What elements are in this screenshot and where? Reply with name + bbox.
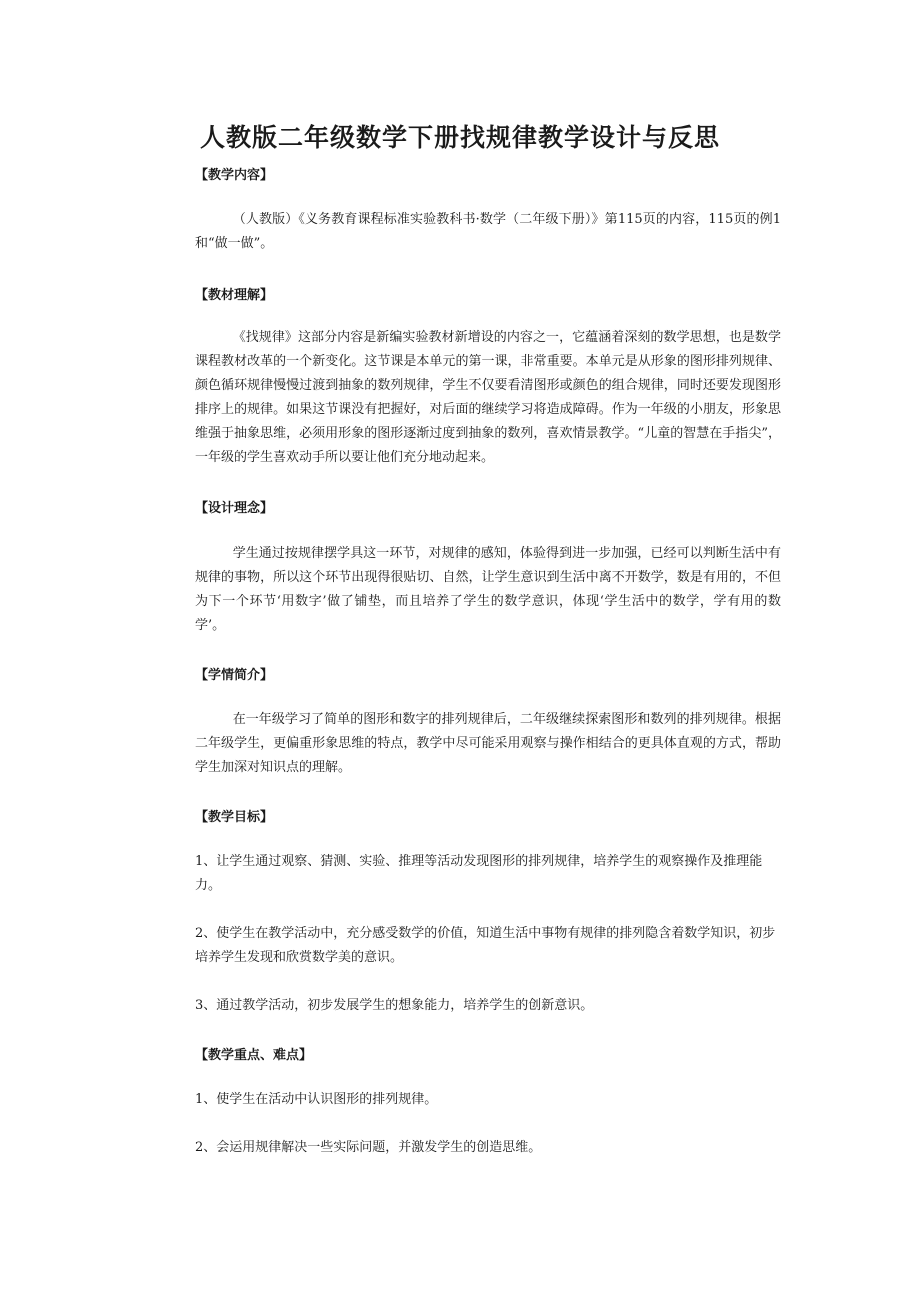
section-heading-understanding: 【教材理解】 xyxy=(195,288,274,303)
section-heading-key-points: 【教学重点、难点】 xyxy=(195,1048,313,1063)
section-paragraph-content: （人教版）《义务教育课程标准实验教科书·数学（二年级下册）》第115页的内容，115页的例1和“做一做”。 xyxy=(195,212,781,251)
section-heading-students: 【学情简介】 xyxy=(195,668,274,683)
section-heading-goals: 【教学目标】 xyxy=(195,810,274,825)
section-paragraph-students: 在一年级学习了简单的图形和数字的排列规律后，二年级继续探索图形和数列的排列规律。根据二年级学生，更偏重形象思维的特点，教学中尽可能采用观察与操作相结合的更具体直观的方式，帮助学生加深对知识点的理解。 xyxy=(195,712,781,775)
section-paragraph-understanding: 《找规律》这部分内容是新编实验教材新增设的内容之一，它蕴涵着深刻的数学思想，也是数学课程教材改革的一个新变化。这节课是本单元的第一课，非常重要。本单元是从形象的图形排列规律、颜色循环规律慢慢过渡到抽象的数列规律，学生不仅要看清图形或颜色的组合规律，同时还要发现图形排序上的规律。如果这节课没有把握好，对后面的继续学习将造成障碍。作为一年级的小朋友，形象思维强于抽象思维，必须用形象的图形逐渐过度到抽象的数列，喜欢情景教学。“儿童的智慧在手指尖”，一年级的学生喜欢动手所以要让他们充分地动起来。 xyxy=(195,330,781,465)
document-title: 人教版二年级数学下册找规律教学设计与反思 xyxy=(199,123,720,152)
section-heading-design: 【设计理念】 xyxy=(195,501,274,516)
goal-item-1: 1、让学生通过观察、猜测、实验、推理等活动发现图形的排列规律，培养学生的观察操作及推理能力。 xyxy=(195,854,763,893)
section-paragraph-design: 学生通过按规律摆学具这一环节，对规律的感知，体验得到进一步加强，已经可以判断生活中有规律的事物，所以这个环节出现得很贴切、自然，让学生意识到生活中离不开数学，数是有用的，不但为下一个环节‘用数字’做了铺垫，而且培养了学生的数学意识，体现‘学生活中的数学，学有用的数学’。 xyxy=(195,546,781,633)
key-point-item-1: 1、使学生在活动中认识图形的排列规律。 xyxy=(195,1092,438,1107)
goal-item-3: 3、通过教学活动，初步发展学生的想象能力，培养学生的创新意识。 xyxy=(195,998,594,1013)
section-heading-content: 【教学内容】 xyxy=(195,168,274,183)
goal-item-2: 2、使学生在教学活动中，充分感受数学的价值，知道生活中事物有规律的排列隐含着数学知识，初步培养学生发现和欣赏数学美的意识。 xyxy=(195,926,776,965)
key-point-item-2: 2、会运用规律解决一些实际问题，并激发学生的创造思维。 xyxy=(195,1140,542,1155)
